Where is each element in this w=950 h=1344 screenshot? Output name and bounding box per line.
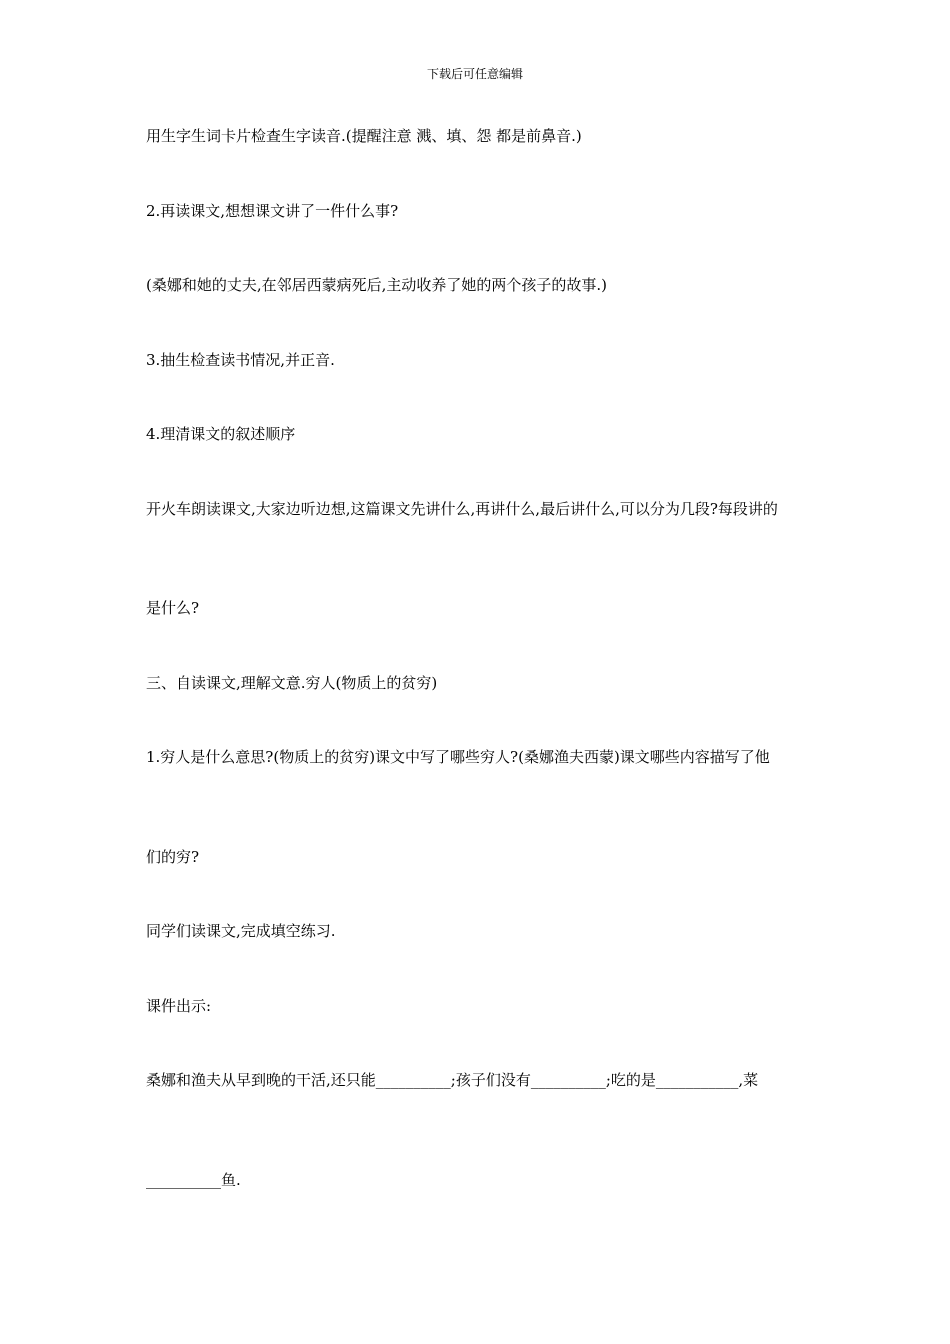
paragraph-2: 2.再读课文,想想课文讲了一件什么事? — [146, 202, 399, 220]
paragraph-8: 三、自读课文,理解文意.穷人(物质上的贫穷) — [146, 674, 438, 692]
paragraph-10: 们的穷? — [146, 848, 200, 866]
paragraph-14: __________鱼. — [146, 1171, 241, 1189]
paragraph-9: 1.穷人是什么意思?(物质上的贫穷)课文中写了哪些穷人?(桑娜渔夫西蒙)课文哪些内容描写了他 — [146, 748, 770, 766]
paragraph-13: 桑娜和渔夫从早到晚的干活,还只能__________;孩子们没有__________;吃的是___________,菜 — [146, 1071, 759, 1089]
paragraph-6: 开火车朗读课文,大家边听边想,这篇课文先讲什么,再讲什么,最后讲什么,可以分为几段?每段讲的 — [146, 500, 778, 518]
paragraph-4: 3.抽生检查读书情况,并正音. — [146, 351, 335, 369]
paragraph-1: 用生字生词卡片检查生字读音.(提醒注意 溅、填、怨 都是前鼻音.) — [146, 127, 582, 145]
page-header: 下载后可任意编辑 — [426, 67, 523, 81]
paragraph-7: 是什么? — [146, 599, 200, 617]
paragraph-11: 同学们读课文,完成填空练习. — [146, 922, 336, 940]
paragraph-12: 课件出示: — [146, 997, 212, 1015]
paragraph-5: 4.理清课文的叙述顺序 — [146, 425, 296, 443]
paragraph-3: (桑娜和她的丈夫,在邻居西蒙病死后,主动收养了她的两个孩子的故事.) — [146, 276, 608, 294]
